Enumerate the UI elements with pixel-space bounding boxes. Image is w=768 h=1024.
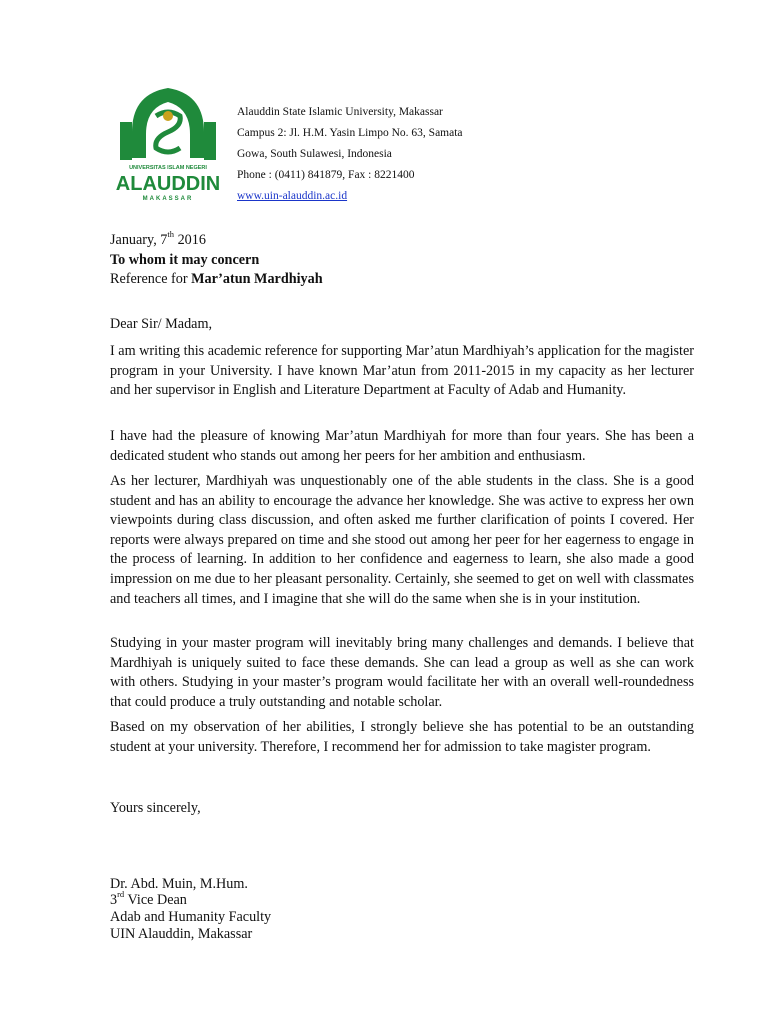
signatory-institution: UIN Alauddin, Makassar [110,926,253,942]
letterhead-phone: Phone : (0411) 841879, Fax : 8221400 [237,169,415,181]
closing: Yours sincerely, [110,800,201,816]
salutation: Dear Sir/ Madam, [110,316,213,332]
university-logo [112,86,224,206]
logo-small-text: UNIVERSITAS ISLAM NEGERI [129,165,207,171]
paragraph-2: I have had the pleasure of knowing Mar’atun Mardhiyah for more than four years. She has been a dedicated student who stands out among her peers for her ambition and enthusiasm. [110,428,694,464]
letter-date: January, 7th 2016 [110,229,206,248]
paragraph-1: I am writing this academic reference for supporting Mar’atun Mardhiyah’s application for the magister program in your University. I have known Mar’atun from 2011-2015 in my capacity as her lecturer and her supervisor in English and Literature Department at Faculty of Adab and Humanity. [110,343,694,399]
paragraph-5: Based on my observation of her abilities, I strongly believe she has potential to be an outstanding student at your university. Therefore, I recommend her for admission to take magister program. [110,719,694,755]
paragraph-3: As her lecturer, Mardhiyah was unquestionably one of the able students in the class. She is a good student and has an ability to encourage the advance her knowledge. She was active to express her own viewpoints during class discussion, and often asked me further clarification of points I covered. Her reports were always prepared on time and she stood out among her peer for her eagerness to engage in the process of learning. In addition to her confidence and eagerness to learn, she also made a good impression on me due to her pleasant personality. Certainly, she seemed to get on well with classmates and teachers all times, and I imagine that she will do the same when she is in your institution. [110,473,694,607]
letterhead [237,102,463,207]
recipient-line: To whom it may concern [110,252,260,268]
logo-name: ALAUDDIN [115,173,221,195]
paragraph-4: Studying in your master program will inevitably bring many challenges and demands. I believe that Mardhiyah is uniquely suited to face these demands. She can lead a group as well as she can work with others. Studying in your master’s program would facilitate her with an overall well-roundedness that could produce a truly outstanding and notable scholar. [110,635,694,710]
signatory-name: Dr. Abd. Muin, M.Hum. [110,876,248,892]
letterhead-university: Alauddin State Islamic University, Makassar [237,106,443,118]
letterhead-region: Gowa, South Sulawesi, Indonesia [237,148,392,160]
signatory-faculty: Adab and Humanity Faculty [110,909,272,925]
website-link[interactable]: www.uin-alauddin.ac.id [237,190,348,202]
reference-line: Reference for Mar’atun Mardhiyah [110,271,323,287]
letterhead-campus: Campus 2: Jl. H.M. Yasin Limpo No. 63, Samata [237,127,463,139]
signatory-position: 3rd Vice Dean [110,889,187,908]
logo-city: MAKASSAR [142,196,194,202]
